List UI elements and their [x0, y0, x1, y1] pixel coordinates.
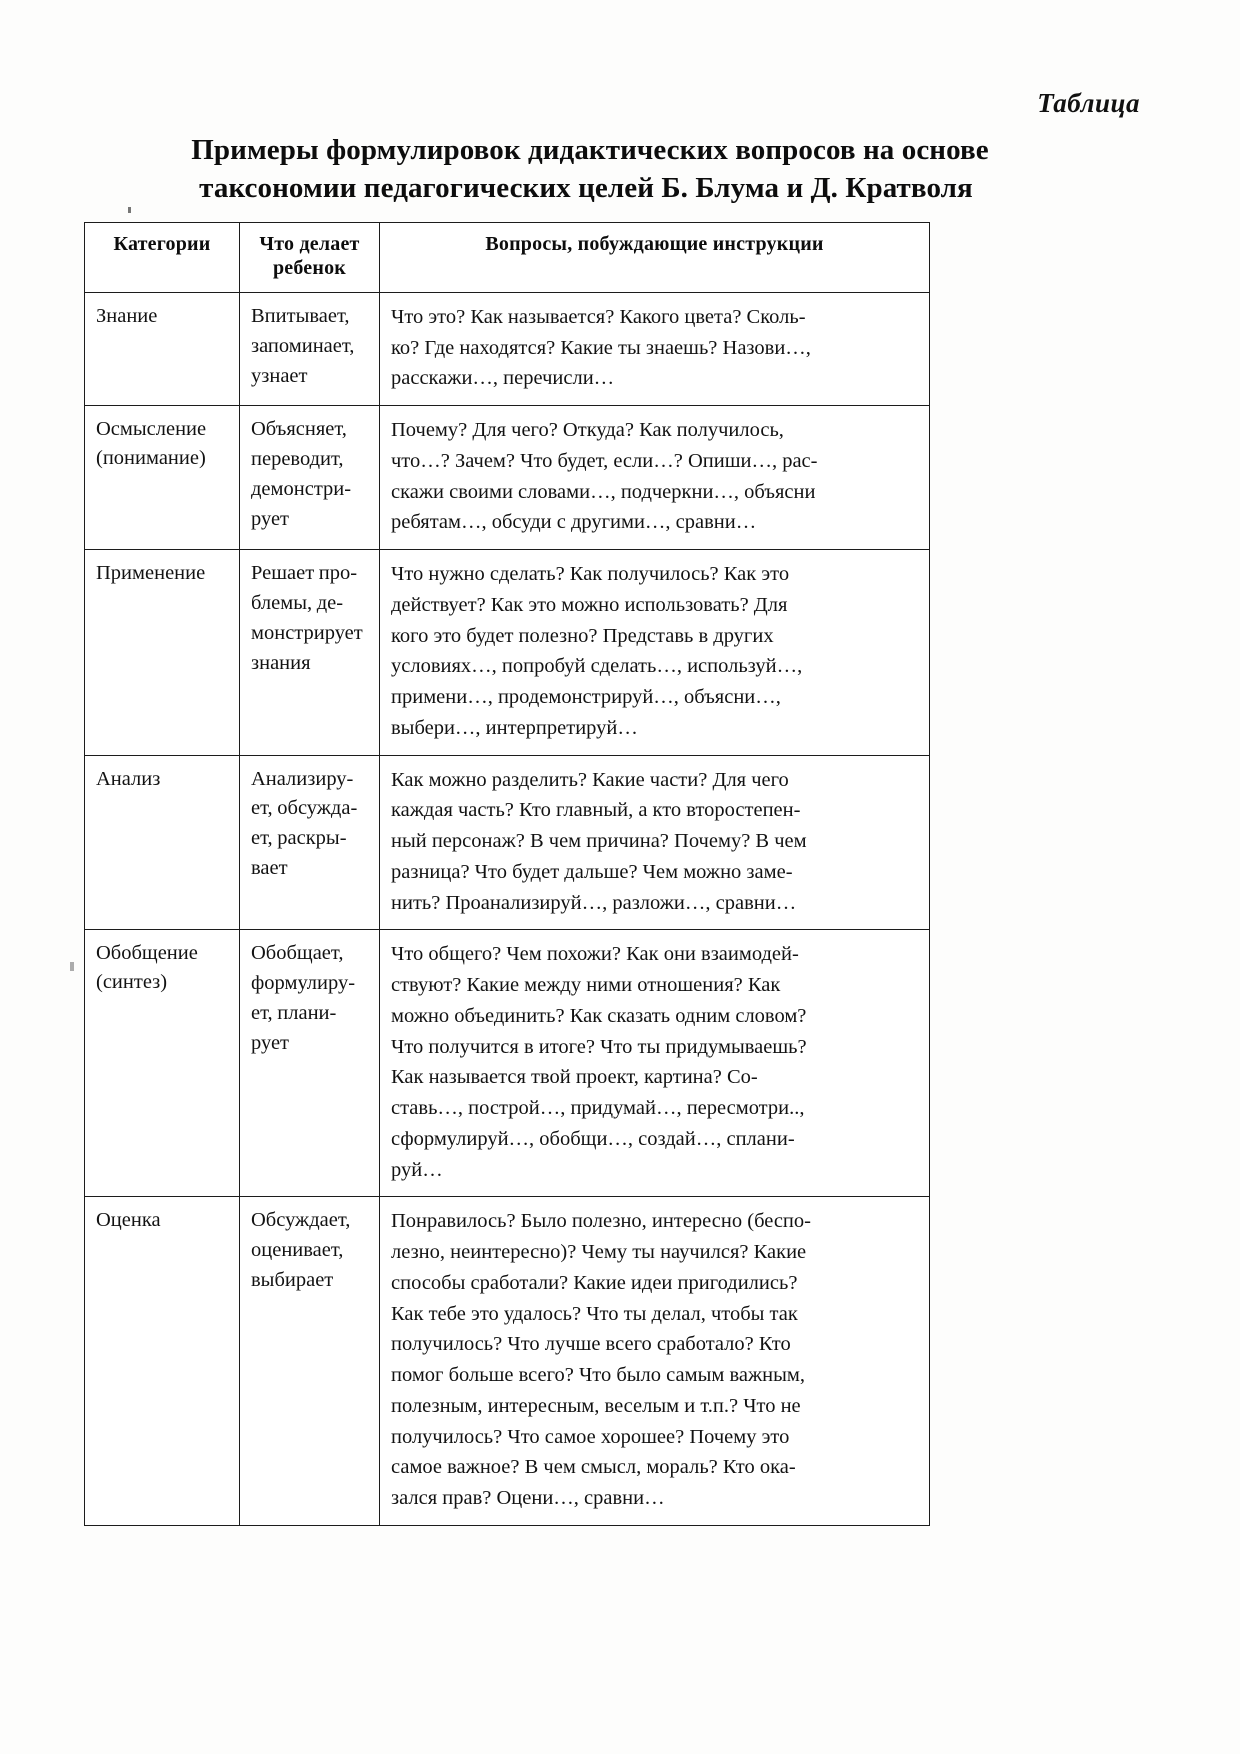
category-subtitle: (понимание) — [96, 447, 206, 470]
question-line: получилось? Что самое хорошее? Почему это — [391, 1425, 790, 1448]
question-line: Что это? Как называется? Какого цвета? Сколь- — [391, 305, 806, 328]
table-row — [85, 550, 930, 756]
taxonomy-table — [84, 222, 930, 1526]
question-line: что…? Зачем? Что будет, если…? Опиши…, рас- — [391, 449, 818, 472]
child-does-line: Обсуждает, — [251, 1209, 351, 1232]
question-line: ребятам…, обсуди с другими…, сравни… — [391, 511, 757, 534]
question-line: лезно, неинтересно)? Чему ты научился? Какие — [391, 1241, 807, 1264]
child-does-line: Анализиру- — [251, 767, 354, 790]
question-line: Что нужно сделать? Как получилось? Как это — [391, 563, 790, 586]
child-does-line: ет, плани- — [251, 1002, 337, 1025]
question-line: Как тебе это удалось? Что ты делал, чтобы так — [391, 1302, 798, 1325]
cell-category — [85, 550, 240, 756]
child-does-line: монстрирует — [251, 621, 363, 644]
column-header-child-does-line-2: ребенок — [272, 257, 347, 280]
question-line: ко? Где находятся? Какие ты знаешь? Назови…, — [391, 336, 811, 359]
question-line: нить? Проанализируй…, разложи…, сравни… — [391, 891, 797, 914]
child-does-line: Решает про- — [251, 562, 358, 585]
child-does-line: оценивает, — [251, 1239, 344, 1262]
cell-child-does — [240, 550, 380, 756]
cell-questions — [380, 406, 930, 550]
category-name: Анализ — [96, 767, 161, 790]
category-name: Осмысление — [96, 418, 207, 441]
table-row — [85, 755, 930, 930]
child-does-line: блемы, де- — [251, 591, 344, 614]
column-header-child-does — [240, 223, 380, 293]
cell-category — [85, 930, 240, 1197]
child-does-line: демонстри- — [251, 477, 352, 500]
cell-category — [85, 406, 240, 550]
child-does-line: Обобщает, — [251, 942, 344, 965]
child-does-line: вает — [251, 857, 288, 880]
cell-child-does — [240, 930, 380, 1197]
question-line: примени…, продемонстрируй…, объясни…, — [391, 686, 781, 709]
question-line: Как можно разделить? Какие части? Для чего — [391, 768, 789, 791]
table-row — [85, 406, 930, 550]
scan-artifact-left — [70, 962, 74, 971]
page-title — [90, 132, 1090, 207]
cell-child-does — [240, 755, 380, 930]
question-line: помог больше всего? Что было самым важным, — [391, 1364, 805, 1387]
cell-category — [85, 292, 240, 405]
question-line: способы сработали? Какие идеи пригодились? — [391, 1271, 798, 1294]
question-line: зался прав? Оцени…, сравни… — [391, 1487, 665, 1510]
column-header-category: Категории — [85, 223, 240, 293]
table-body — [85, 292, 930, 1525]
table-header-row — [85, 223, 930, 293]
column-header-child-does-line-1: Что делает — [259, 233, 360, 255]
question-line: кого это будет полезно? Представь в других — [391, 624, 774, 647]
page-title-line-1: Примеры формулировок дидактических вопросов на основе — [191, 134, 989, 166]
question-line: Что общего? Чем похожи? Как они взаимодей- — [391, 943, 799, 966]
question-line: ствуют? Какие между ними отношения? Как — [391, 974, 781, 997]
question-line: расскажи…, перечисли… — [391, 367, 615, 390]
child-does-line: рует — [251, 507, 290, 530]
cell-child-does — [240, 406, 380, 550]
table-caption: Таблица — [1037, 88, 1140, 118]
child-does-line: ет, раскры- — [251, 827, 347, 850]
cell-questions — [380, 292, 930, 405]
taxonomy-table-wrapper — [84, 222, 929, 1526]
table-row — [85, 292, 930, 405]
question-line: Понравилось? Было полезно, интересно (беспо- — [391, 1210, 811, 1233]
question-line: сформулируй…, обобщи…, создай…, сплани- — [391, 1127, 795, 1150]
child-does-line: знания — [251, 651, 311, 674]
question-line: разница? Что будет дальше? Чем можно заме- — [391, 860, 793, 883]
child-does-line: формулиру- — [251, 972, 356, 995]
page-title-line-2: таксономии педагогических целей Б. Блума и Д. Кратволя — [199, 171, 973, 204]
question-line: руй… — [391, 1158, 443, 1181]
question-line: действует? Как это можно использовать? Для — [391, 593, 788, 616]
child-does-line: запоминает, — [251, 334, 355, 357]
category-subtitle: (синтез) — [96, 971, 168, 994]
cell-category — [85, 755, 240, 930]
category-name: Обобщение — [96, 942, 198, 965]
question-line: ставь…, построй…, придумай…, пересмотри.., — [391, 1097, 805, 1120]
child-does-line: рует — [251, 1032, 290, 1055]
question-line: ный персонаж? В чем причина? Почему? В чем — [391, 830, 807, 853]
question-line: выбери…, интерпретируй… — [391, 716, 638, 739]
question-line: условиях…, попробуй сделать…, используй…, — [391, 655, 803, 678]
question-line: полезным, интересным, веселым и т.п.? Что не — [391, 1394, 801, 1417]
cell-questions — [380, 755, 930, 930]
question-line: можно объединить? Как сказать одним словом? — [391, 1004, 807, 1027]
question-line: скажи своими словами…, подчеркни…, объясни — [391, 480, 816, 503]
cell-questions — [380, 550, 930, 756]
cell-child-does — [240, 292, 380, 405]
cell-questions — [380, 930, 930, 1197]
question-line: самое важное? В чем смысл, мораль? Кто ока- — [391, 1456, 796, 1479]
cell-child-does — [240, 1197, 380, 1526]
cell-category — [85, 1197, 240, 1526]
child-does-line: узнает — [251, 364, 308, 387]
category-name: Оценка — [96, 1209, 161, 1232]
cell-questions — [380, 1197, 930, 1526]
child-does-line: переводит, — [251, 447, 344, 470]
table-row — [85, 1197, 930, 1526]
question-line: Почему? Для чего? Откуда? Как получилось, — [391, 419, 784, 442]
child-does-line: выбирает — [251, 1269, 334, 1292]
child-does-line: Впитывает, — [251, 304, 350, 327]
question-line: каждая часть? Кто главный, а кто второстепен- — [391, 799, 801, 822]
column-header-questions: Вопросы, побуждающие инструкции — [380, 223, 930, 293]
category-name: Знание — [96, 304, 158, 327]
question-line: Как называется твой проект, картина? Со- — [391, 1066, 758, 1089]
table-row — [85, 930, 930, 1197]
question-line: получилось? Что лучше всего сработало? Кто — [391, 1333, 791, 1356]
question-line: Что получится в итоге? Что ты придумываешь? — [391, 1035, 807, 1058]
child-does-line: ет, обсужда- — [251, 797, 358, 820]
child-does-line: Объясняет, — [251, 418, 347, 441]
scan-artifact — [128, 207, 131, 213]
table-header — [85, 223, 930, 293]
category-name: Применение — [96, 562, 206, 585]
